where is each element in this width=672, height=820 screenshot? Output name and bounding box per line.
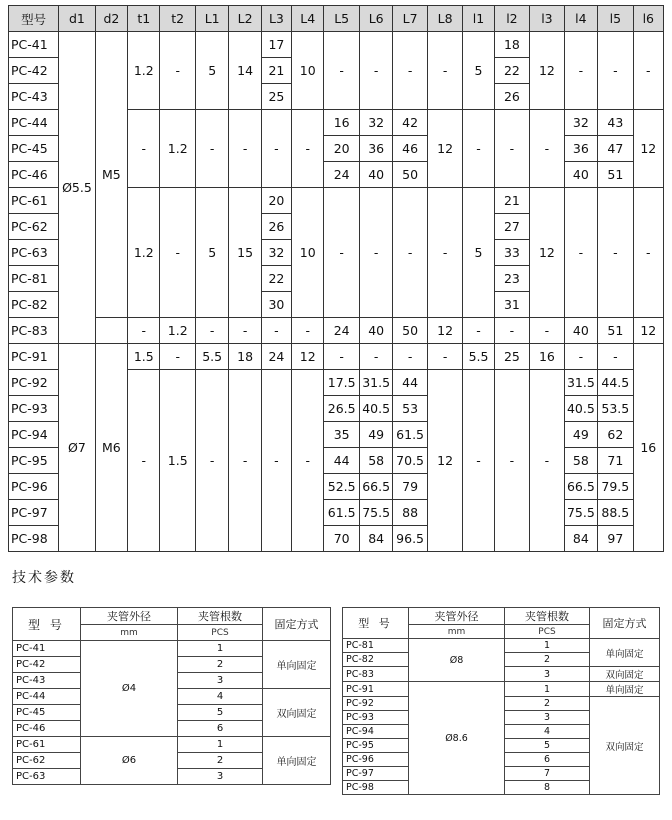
cell: 97 [598, 526, 634, 552]
col-header: L5 [324, 6, 360, 32]
unit-mm: mm [81, 625, 178, 641]
cell: 40.5 [359, 396, 392, 422]
model-cell: PC-61 [13, 737, 81, 753]
cell: 33 [494, 240, 530, 266]
table-row [9, 32, 664, 58]
cell: - [229, 110, 261, 188]
col-header: 型号 [9, 6, 59, 32]
model-cell: PC-83 [9, 318, 59, 344]
cell: - [160, 188, 196, 318]
cell: 32 [564, 110, 597, 136]
model-cell: PC-91 [343, 682, 409, 697]
cell: - [564, 344, 597, 370]
cell: 5 [195, 32, 228, 110]
table-row [13, 737, 331, 753]
d2-cell-empty [95, 318, 127, 344]
cell: 36 [564, 136, 597, 162]
cell: 52.5 [324, 474, 360, 500]
cell: 22 [494, 58, 530, 84]
cell: 58 [359, 448, 392, 474]
fixing-cell: 单向固定 [263, 737, 331, 785]
col-header: d1 [59, 6, 96, 32]
cell: 10 [292, 32, 324, 110]
cell: 53.5 [598, 396, 634, 422]
count-cell: 6 [178, 721, 263, 737]
cell: 12 [427, 110, 463, 188]
count-cell: 3 [178, 673, 263, 689]
cell: 12 [530, 188, 564, 318]
model-cell: PC-95 [343, 739, 409, 753]
cell: 25 [494, 344, 530, 370]
diameter-cell: Ø8.6 [409, 682, 505, 795]
model-cell: PC-98 [343, 781, 409, 795]
model-cell: PC-82 [343, 653, 409, 667]
col-header: L7 [393, 6, 427, 32]
cell: - [530, 110, 564, 188]
cell: - [229, 318, 261, 344]
count-cell: 2 [178, 753, 263, 769]
model-cell: PC-41 [9, 32, 59, 58]
cell: 1.2 [160, 110, 196, 188]
count-cell: 4 [505, 725, 590, 739]
cell: - [530, 370, 564, 552]
cell: 24 [261, 344, 291, 370]
cell: - [598, 344, 634, 370]
cell: - [494, 370, 530, 552]
cell: 5 [463, 188, 494, 318]
table-row [343, 639, 660, 653]
d2-cell: M6 [95, 344, 127, 552]
count-cell: 2 [505, 697, 590, 711]
cell: 36 [359, 136, 392, 162]
count-cell: 3 [505, 711, 590, 725]
col-header: t2 [160, 6, 196, 32]
model-cell: PC-63 [9, 240, 59, 266]
cell: 31.5 [564, 370, 597, 396]
fixing-cell: 单向固定 [263, 641, 331, 689]
cell: - [128, 318, 160, 344]
model-cell: PC-94 [9, 422, 59, 448]
cell: 5 [463, 32, 494, 110]
cell: 66.5 [359, 474, 392, 500]
cell: 26.5 [324, 396, 360, 422]
col-header-diameter: 夹管外径 [81, 608, 178, 625]
col-header: L3 [261, 6, 291, 32]
col-header: L6 [359, 6, 392, 32]
model-cell: PC-62 [13, 753, 81, 769]
cell: 40 [359, 162, 392, 188]
cell: 12 [292, 344, 324, 370]
col-header: L2 [229, 6, 261, 32]
cell: 20 [261, 188, 291, 214]
model-cell: PC-94 [343, 725, 409, 739]
cell: 61.5 [393, 422, 427, 448]
cell: - [463, 318, 494, 344]
cell: 75.5 [359, 500, 392, 526]
col-header: l5 [598, 6, 634, 32]
cell: 14 [229, 32, 261, 110]
d2-cell: M5 [95, 32, 127, 318]
cell: 5 [195, 188, 228, 318]
cell: - [324, 188, 360, 318]
model-cell: PC-44 [13, 689, 81, 705]
table-row [343, 682, 660, 697]
cell: 58 [564, 448, 597, 474]
fixing-cell: 单向固定 [590, 682, 660, 697]
col-header: L1 [195, 6, 228, 32]
cell: - [324, 32, 360, 110]
cell: 70.5 [393, 448, 427, 474]
model-cell: PC-92 [343, 697, 409, 711]
cell: 17.5 [324, 370, 360, 396]
cell: - [598, 32, 634, 110]
model-cell: PC-82 [9, 292, 59, 318]
cell: 53 [393, 396, 427, 422]
cell: 10 [292, 188, 324, 318]
cell: - [195, 110, 228, 188]
cell: 24 [324, 162, 360, 188]
d1-cell: Ø7 [59, 344, 96, 552]
cell: 47 [598, 136, 634, 162]
model-cell: PC-42 [13, 657, 81, 673]
cell: 79 [393, 474, 427, 500]
d1-cell: Ø5.5 [59, 32, 96, 344]
cell: 88.5 [598, 500, 634, 526]
count-cell: 4 [178, 689, 263, 705]
cell: 27 [494, 214, 530, 240]
col-header-model: 型 号 [13, 608, 81, 641]
cell: 75.5 [564, 500, 597, 526]
cell: - [463, 110, 494, 188]
cell: - [261, 318, 291, 344]
cell: 32 [359, 110, 392, 136]
model-cell: PC-91 [9, 344, 59, 370]
cell: 51 [598, 162, 634, 188]
cell: - [427, 188, 463, 318]
header-row [343, 608, 660, 625]
model-cell: PC-41 [13, 641, 81, 657]
model-cell: PC-93 [343, 711, 409, 725]
fixing-cell: 双向固定 [263, 689, 331, 737]
cell: - [261, 370, 291, 552]
table-row [9, 344, 664, 370]
cell: 30 [261, 292, 291, 318]
header-row [9, 6, 664, 32]
cell: 71 [598, 448, 634, 474]
cell: 43 [598, 110, 634, 136]
fixing-cell: 双向固定 [590, 667, 660, 682]
cell: - [359, 344, 392, 370]
count-cell: 2 [178, 657, 263, 673]
col-header-diameter: 夹管外径 [409, 608, 505, 625]
col-header-fixing: 固定方式 [590, 608, 660, 639]
cell: 1.2 [160, 318, 196, 344]
cell: 1.2 [128, 32, 160, 110]
diameter-cell: Ø6 [81, 737, 178, 785]
cell: 23 [494, 266, 530, 292]
cell: - [292, 110, 324, 188]
col-header: t1 [128, 6, 160, 32]
model-cell: PC-92 [9, 370, 59, 396]
cell: - [359, 32, 392, 110]
cell: 61.5 [324, 500, 360, 526]
col-header: L4 [292, 6, 324, 32]
cell: - [160, 32, 196, 110]
model-cell: PC-63 [13, 769, 81, 785]
cell: 15 [229, 188, 261, 318]
cell: - [393, 32, 427, 110]
count-cell: 1 [178, 641, 263, 657]
model-cell: PC-45 [13, 705, 81, 721]
model-cell: PC-46 [9, 162, 59, 188]
cell: 21 [261, 58, 291, 84]
cell: - [393, 188, 427, 318]
count-cell: 8 [505, 781, 590, 795]
cell: - [633, 188, 663, 318]
params-table-right [342, 607, 660, 795]
count-cell: 3 [178, 769, 263, 785]
unit-mm: mm [409, 625, 505, 639]
dimension-table [8, 5, 664, 552]
cell: 44 [324, 448, 360, 474]
col-header: l6 [633, 6, 663, 32]
model-cell: PC-93 [9, 396, 59, 422]
cell: - [494, 110, 530, 188]
cell: 16 [633, 344, 663, 552]
header-row [13, 608, 331, 625]
cell: - [393, 344, 427, 370]
cell: 46 [393, 136, 427, 162]
cell: 5.5 [195, 344, 228, 370]
col-header-fixing: 固定方式 [263, 608, 331, 641]
cell: - [463, 370, 494, 552]
cell: 88 [393, 500, 427, 526]
cell: 26 [494, 84, 530, 110]
count-cell: 6 [505, 753, 590, 767]
model-cell: PC-44 [9, 110, 59, 136]
cell: 35 [324, 422, 360, 448]
model-cell: PC-81 [9, 266, 59, 292]
cell: 51 [598, 318, 634, 344]
cell: - [427, 344, 463, 370]
table-row [9, 318, 664, 344]
model-cell: PC-98 [9, 526, 59, 552]
cell: - [427, 32, 463, 110]
cell: 12 [633, 110, 663, 188]
col-header: L8 [427, 6, 463, 32]
model-cell: PC-97 [9, 500, 59, 526]
cell: 66.5 [564, 474, 597, 500]
cell: 1.5 [128, 344, 160, 370]
count-cell: 1 [505, 639, 590, 653]
cell: 22 [261, 266, 291, 292]
unit-pcs: PCS [505, 625, 590, 639]
cell: - [261, 110, 291, 188]
model-cell: PC-42 [9, 58, 59, 84]
model-cell: PC-43 [9, 84, 59, 110]
fixing-cell: 单向固定 [590, 639, 660, 667]
diameter-cell: Ø4 [81, 641, 178, 737]
cell: 12 [633, 318, 663, 344]
cell: 18 [494, 32, 530, 58]
cell: 44.5 [598, 370, 634, 396]
table-row [13, 641, 331, 657]
cell: - [128, 370, 160, 552]
cell: 31.5 [359, 370, 392, 396]
cell: 31 [494, 292, 530, 318]
cell: - [564, 188, 597, 318]
col-header: l1 [463, 6, 494, 32]
cell: 40 [359, 318, 392, 344]
model-cell: PC-96 [343, 753, 409, 767]
model-cell: PC-95 [9, 448, 59, 474]
params-table-left [12, 607, 331, 785]
cell: 40 [564, 318, 597, 344]
cell: 62 [598, 422, 634, 448]
model-cell: PC-81 [343, 639, 409, 653]
cell: - [292, 318, 324, 344]
count-cell: 5 [178, 705, 263, 721]
cell: 16 [530, 344, 564, 370]
fixing-cell: 双向固定 [590, 697, 660, 795]
cell: - [598, 188, 634, 318]
model-cell: PC-43 [13, 673, 81, 689]
cell: - [292, 370, 324, 552]
model-cell: PC-45 [9, 136, 59, 162]
diameter-cell: Ø8 [409, 639, 505, 682]
cell: - [229, 370, 261, 552]
cell: 16 [324, 110, 360, 136]
cell: 49 [359, 422, 392, 448]
cell: 12 [427, 370, 463, 552]
model-cell: PC-97 [343, 767, 409, 781]
cell: 25 [261, 84, 291, 110]
count-cell: 7 [505, 767, 590, 781]
cell: 5.5 [463, 344, 494, 370]
cell: 84 [564, 526, 597, 552]
cell: 21 [494, 188, 530, 214]
model-cell: PC-61 [9, 188, 59, 214]
cell: - [494, 318, 530, 344]
cell: 12 [530, 32, 564, 110]
cell: 49 [564, 422, 597, 448]
cell: 50 [393, 162, 427, 188]
cell: 42 [393, 110, 427, 136]
col-header-model: 型 号 [343, 608, 409, 639]
cell: 12 [427, 318, 463, 344]
cell: 17 [261, 32, 291, 58]
model-cell: PC-96 [9, 474, 59, 500]
cell: 50 [393, 318, 427, 344]
col-header: l2 [494, 6, 530, 32]
cell: 1.2 [128, 188, 160, 318]
cell: 84 [359, 526, 392, 552]
cell: 79.5 [598, 474, 634, 500]
cell: - [195, 370, 228, 552]
count-cell: 1 [505, 682, 590, 697]
cell: 20 [324, 136, 360, 162]
cell: - [359, 188, 392, 318]
cell: 32 [261, 240, 291, 266]
col-header-count: 夹管根数 [178, 608, 263, 625]
cell: - [324, 344, 360, 370]
col-header: l3 [530, 6, 564, 32]
count-cell: 1 [178, 737, 263, 753]
cell: - [564, 32, 597, 110]
col-header: d2 [95, 6, 127, 32]
cell: 40 [564, 162, 597, 188]
section-title: 技术参数 [12, 570, 76, 586]
model-cell: PC-62 [9, 214, 59, 240]
col-header: l4 [564, 6, 597, 32]
cell: - [530, 318, 564, 344]
cell: - [128, 110, 160, 188]
count-cell: 3 [505, 667, 590, 682]
cell: 44 [393, 370, 427, 396]
cell: - [633, 32, 663, 110]
cell: - [160, 344, 196, 370]
count-cell: 2 [505, 653, 590, 667]
col-header-count: 夹管根数 [505, 608, 590, 625]
cell: 18 [229, 344, 261, 370]
unit-pcs: PCS [178, 625, 263, 641]
cell: 1.5 [160, 370, 196, 552]
model-cell: PC-46 [13, 721, 81, 737]
cell: 26 [261, 214, 291, 240]
cell: 70 [324, 526, 360, 552]
model-cell: PC-83 [343, 667, 409, 682]
cell: - [195, 318, 228, 344]
cell: 40.5 [564, 396, 597, 422]
cell: 96.5 [393, 526, 427, 552]
count-cell: 5 [505, 739, 590, 753]
cell: 24 [324, 318, 360, 344]
